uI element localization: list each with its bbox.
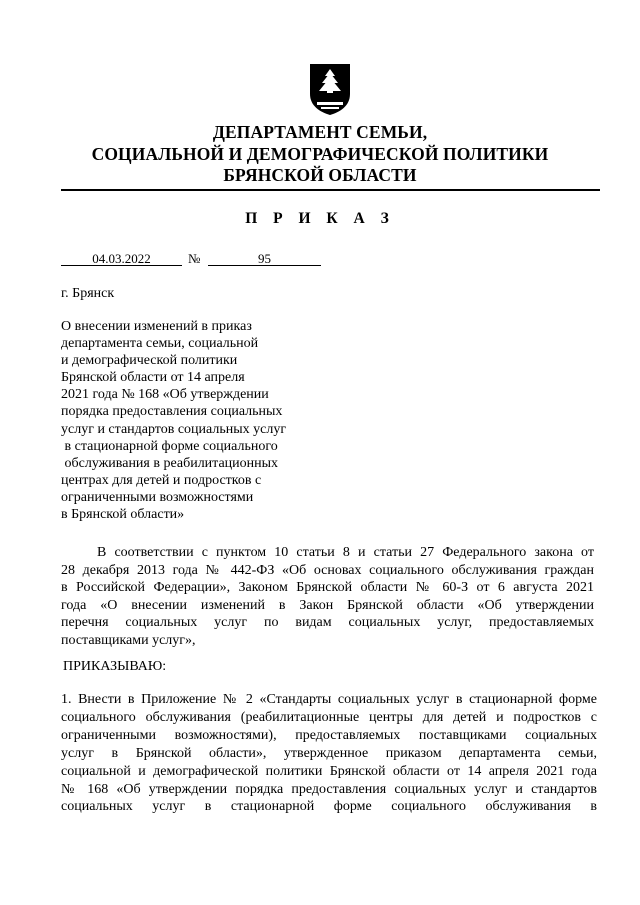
document-type-heading: П Р И К А З <box>245 210 395 227</box>
order-subject <box>61 318 286 523</box>
order-date: 04.03.2022 <box>61 252 182 266</box>
department-title <box>40 122 600 187</box>
item-line: услуг в Брянской области», утвержденное приказом департамента семьи, <box>61 745 597 761</box>
subject-line: Брянской области от 14 апреля <box>61 370 245 386</box>
preamble-line: В соответствии с пунктом 10 статьи 8 и статьи 27 Федерального закона от <box>97 545 594 560</box>
header-divider <box>61 189 600 191</box>
subject-line: ограниченными возможностями <box>61 489 254 505</box>
order-number: 95 <box>208 252 321 266</box>
subject-line: в Брянской области» <box>61 507 185 523</box>
subject-line: обслуживания в реабилитационных <box>61 455 279 471</box>
order-directive: ПРИКАЗЫВАЮ: <box>63 659 167 674</box>
subject-line: и демографической политики <box>61 353 238 369</box>
preamble-line: 28 декабря 2013 года № 442-ФЗ «Об основах социального обслуживания граждан <box>61 562 594 578</box>
item-line: социальных услуг в стационарной форме социального обслуживания в <box>61 799 597 815</box>
preamble-line: поставщиками услуг», <box>61 632 196 648</box>
item-line: социальной и демографической политики Брянской области от 14 апреля 2021 года <box>61 763 597 779</box>
item-line: № 168 «Об утверждении порядка предоставления социальных услуг и стандартов <box>61 781 597 797</box>
subject-line: в стационарной форме социального <box>61 438 278 454</box>
item-line: 1. Внести в Приложение № 2 «Стандарты социальных услуг в стационарной форме <box>61 692 597 707</box>
preamble-line: года «О внесении изменений в Закон Брянской области «Об утверждении <box>61 597 594 613</box>
order-item-1 <box>61 691 597 816</box>
item-line: социального обслуживания (реабилитационные центры для детей и подростков с <box>61 709 597 725</box>
preamble-paragraph <box>61 544 594 649</box>
subject-line: департамента семьи, социальной <box>61 336 259 352</box>
department-title-line-1: ДЕПАРТАМЕНТ СЕМЬИ, <box>212 122 428 142</box>
department-title-line-3: БРЯНСКОЙ ОБЛАСТИ <box>223 165 417 185</box>
subject-line: О внесении изменений в приказ <box>61 319 252 334</box>
preamble-line: в Российской Федерации», Законом Брянской области № 60-З от 6 августа 2021 <box>61 580 594 595</box>
coat-of-arms-icon <box>307 62 353 116</box>
preamble-line: перечня социальных услуг по видам социальных услуг, предоставляемых <box>61 615 594 630</box>
subject-line: центрах для детей и подростков с <box>61 472 262 488</box>
city-label: г. Брянск <box>61 286 115 301</box>
subject-line: 2021 года № 168 «Об утверждении <box>61 387 269 403</box>
subject-line: услуг и стандартов социальных услуг <box>61 421 287 437</box>
number-label: № <box>188 251 201 266</box>
subject-line: порядка предоставления социальных <box>61 404 283 420</box>
department-title-line-2: СОЦИАЛЬНОЙ И ДЕМОГРАФИЧЕСКОЙ ПОЛИТИКИ <box>91 143 549 164</box>
item-line: ограниченными возможностями), предоставляемых поставщиками социальных <box>61 727 597 743</box>
